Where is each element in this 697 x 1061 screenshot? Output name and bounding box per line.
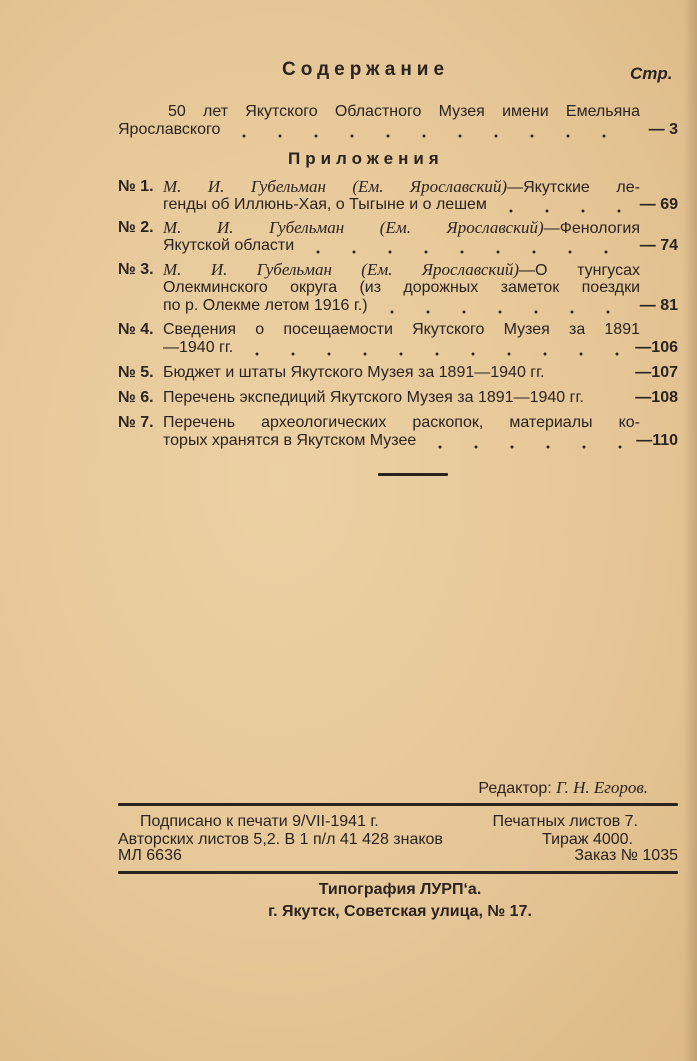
print-sheets: Печатных листов 7. — [492, 813, 638, 830]
toc-line — [163, 237, 678, 255]
toc-line — [163, 219, 640, 238]
toc-line: Олекминского округа (из дорожных заметок поездки — [163, 279, 640, 296]
print-run: Тираж 4000. — [542, 831, 633, 848]
appendix-title: Приложения — [288, 149, 444, 168]
toc-line: Сведения о посещаемости Якутского Музея за 1891 — [163, 321, 640, 338]
toc-text: Перечень экспедиций Якутского Музея за 1891—1940 гг. — [163, 389, 584, 406]
toc-text: —О тунгусах — [519, 262, 640, 279]
page-number: —110 — [636, 432, 678, 449]
dot-leader — [226, 121, 624, 139]
toc-line — [163, 339, 678, 357]
printer-address: г. Якутск, Советская улица, № 17. — [268, 903, 532, 920]
toc-text: Бюджет и штаты Якутского Музея за 1891—1940 гг. — [163, 364, 545, 381]
toc-line — [163, 297, 678, 315]
editor-credit — [478, 779, 648, 798]
toc-line — [163, 432, 678, 450]
toc-line — [163, 389, 678, 407]
author: М. И. Губельман (Ем. Ярославский) — [163, 177, 508, 196]
toc-text: —1940 гг. — [163, 339, 234, 356]
toc-text: Ярославского — [118, 121, 221, 138]
author: М. И. Губельман (Ем. Ярославский) — [163, 218, 544, 237]
order-number: Заказ № 1035 — [574, 847, 678, 864]
toc-text: —Якутские ле- — [507, 179, 640, 196]
entry-number: № 4. — [118, 321, 154, 338]
page-edge-shadow — [683, 0, 697, 1061]
toc-line — [163, 178, 640, 197]
toc-line — [118, 121, 678, 139]
toc-line — [163, 261, 640, 280]
printer-name: Типография ЛУРП‘а. — [318, 881, 482, 898]
editor-name: Г. Н. Егоров. — [556, 778, 648, 797]
entry-number: № 2. — [118, 219, 154, 236]
dot-leader — [374, 297, 624, 315]
entry-number: № 1. — [118, 178, 154, 195]
page-number: — 74 — [639, 237, 678, 254]
rule-top — [118, 803, 678, 806]
toc-line: 50 лет Якутского Областного Музея имени Емельяна — [168, 103, 640, 120]
dot-leader — [300, 237, 624, 255]
toc-line: Перечень археологических раскопок, материалы ко- — [163, 414, 640, 431]
dot-leader — [239, 339, 624, 357]
entry-number: № 5. — [118, 364, 154, 381]
author-sheets: Авторских листов 5,2. В 1 п/л 41 428 знаков — [118, 831, 443, 848]
page-number: —107 — [635, 364, 678, 381]
toc-text: Якутской области — [163, 237, 295, 254]
page-number: — 81 — [639, 297, 678, 314]
page-title: Содержание — [282, 59, 450, 80]
signed-date: Подписано к печати 9/VII-1941 г. — [140, 813, 379, 830]
entry-number: № 7. — [118, 414, 154, 431]
toc-text: торых хранятся в Якутском Музее — [163, 432, 417, 449]
imprint-line — [140, 813, 638, 831]
author: М. И. Губельман (Ем. Ярославский) — [163, 260, 520, 279]
entry-number: № 3. — [118, 261, 154, 278]
page-number: —106 — [635, 339, 678, 356]
toc-text: по р. Олекме летом 1916 г.) — [163, 297, 368, 314]
page-number: — 69 — [639, 196, 678, 213]
page-column-header: Стр. — [630, 64, 673, 83]
page-number: — 3 — [648, 121, 678, 138]
toc-line — [163, 364, 678, 382]
toc-text: —Фенология — [543, 220, 640, 237]
toc-line — [163, 196, 678, 214]
ml-code: МЛ 6636 — [118, 847, 182, 864]
page-number: —108 — [635, 389, 678, 406]
dot-leader — [422, 432, 624, 450]
editor-label: Редактор: — [478, 780, 552, 797]
imprint-line — [118, 847, 678, 865]
dot-leader — [493, 196, 624, 214]
section-divider — [378, 473, 448, 476]
toc-text: генды об Иллюнь-Хая, о Тыгыне и о лешем — [163, 196, 487, 213]
rule-bottom — [118, 871, 678, 874]
entry-number: № 6. — [118, 389, 154, 406]
